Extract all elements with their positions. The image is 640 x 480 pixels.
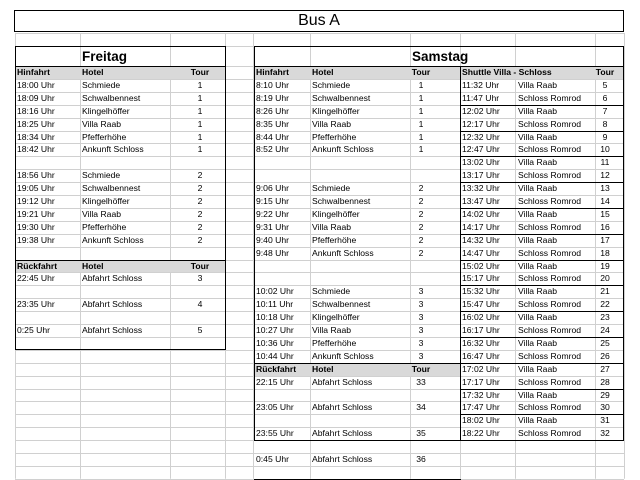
samstag-rueckfahrt-cell: 22:15 Uhr: [256, 376, 294, 387]
samstag-hinfahrt-cell: 2: [418, 196, 424, 206]
samstag-hinfahrt-cell: Pfefferhöhe: [312, 131, 357, 142]
samstag-hinfahrt-cell: 1: [418, 92, 424, 103]
samstag-hinfahrt-cell: Schmiede: [312, 183, 351, 194]
samstag-hinfahrt-cell: Schwalbennest: [312, 299, 371, 310]
shuttle-cell: Schloss Romrod: [518, 221, 582, 232]
shuttle-cell: Villa Raab: [518, 183, 558, 194]
samstag-hinfahrt-cell: Klingelhöffer: [312, 208, 360, 219]
shuttle-pair-rule: [461, 440, 623, 441]
freitag-hinfahrt-cell: 2: [197, 196, 203, 206]
shuttle-cell: 18:02 Uhr: [462, 415, 500, 426]
shuttle-cell: Villa Raab: [518, 363, 558, 374]
shuttle-cell: Schloss Romrod: [518, 92, 582, 103]
freitag-hinfahrt-cell: Pfefferhöhe: [82, 131, 127, 142]
shuttle-cell: 16:02 Uhr: [462, 312, 500, 323]
freitag-hinfahrt-cell: Klingelhöffer: [82, 196, 130, 206]
samstag-hinfahrt-cell: 10:18 Uhr: [256, 312, 294, 323]
freitag-rueckfahrt-col-header: Hotel: [82, 260, 104, 271]
samstag-rueckfahrt-cell: 33: [416, 376, 426, 387]
freitag-hinfahrt-cell: Schmiede: [82, 170, 121, 181]
freitag-hinfahrt-cell: Ankunft Schloss: [82, 144, 144, 155]
samstag-hinfahrt-cell: 8:26 Uhr: [256, 105, 289, 116]
shuttle-cell: 16: [600, 221, 610, 232]
samstag-hinfahrt-col-header: Tour: [411, 67, 431, 77]
shuttle-cell: Schloss Romrod: [518, 273, 582, 284]
shuttle-cell: 14:32 Uhr: [462, 234, 500, 245]
shuttle-pair-rule: [461, 414, 623, 415]
freitag-hinfahrt-cell: 18:16 Uhr: [17, 105, 55, 116]
samstag-hinfahrt-cell: 3: [418, 337, 424, 348]
samstag-hinfahrt-cell: 10:44 Uhr: [256, 350, 294, 361]
samstag-rueckfahrt-cell: 36: [416, 454, 426, 464]
freitag-hinfahrt-cell: Schmiede: [82, 79, 121, 90]
samstag-hinfahrt-cell: 3: [418, 312, 424, 323]
samstag-hinfahrt-cell: Schmiede: [312, 79, 351, 90]
freitag-hinfahrt-cell: 1: [197, 118, 203, 129]
freitag-hinfahrt-cell: 19:38 Uhr: [17, 234, 55, 245]
shuttle-cell: 13:02 Uhr: [462, 157, 500, 168]
samstag-hinfahrt-cell: 8:10 Uhr: [256, 79, 289, 90]
shuttle-pair-rule: [461, 285, 623, 286]
shuttle-cell: 26: [600, 350, 610, 361]
shuttle-cell: Villa Raab: [518, 208, 558, 219]
shuttle-cell: 17:17 Uhr: [462, 376, 500, 387]
samstag-hinfahrt-cell: 2: [418, 208, 424, 219]
samstag-rueckfahrt-cell: 34: [416, 402, 426, 413]
freitag-hinfahrt-cell: Schwalbennest: [82, 92, 141, 103]
samstag-hinfahrt-cell: 9:40 Uhr: [256, 234, 289, 245]
shuttle-cell: Schloss Romrod: [518, 247, 582, 258]
samstag-hinfahrt-cell: Pfefferhöhe: [312, 234, 357, 245]
shuttle-cell: 12: [600, 170, 610, 181]
samstag-hinfahrt-cell: 3: [418, 325, 424, 335]
freitag-hinfahrt-cell: 19:05 Uhr: [17, 183, 55, 194]
shuttle-cell: Villa Raab: [518, 234, 558, 245]
shuttle-cell: 13:17 Uhr: [462, 170, 500, 181]
samstag-rueckfahrt-cell: Abfahrt Schloss: [312, 376, 373, 387]
shuttle-cell: 27: [600, 363, 610, 374]
freitag-hinfahrt-cell: 2: [197, 183, 203, 194]
shuttle-cell: 14:17 Uhr: [462, 221, 500, 232]
samstag-hinfahrt-cell: 8:19 Uhr: [256, 92, 289, 103]
freitag-hinfahrt-cell: Villa Raab: [82, 208, 122, 219]
shuttle-cell: Villa Raab: [518, 286, 558, 297]
shuttle-cell: 21: [600, 286, 610, 297]
samstag-hinfahrt-cell: 3: [418, 350, 424, 361]
samstag-hinfahrt-cell: 2: [418, 221, 424, 232]
samstag-hinfahrt-col-header: Hinfahrt: [256, 67, 289, 77]
shuttle-pair-rule: [461, 337, 623, 338]
samstag-rueckfahrt-rule: [254, 363, 461, 364]
shuttle-cell: 29: [600, 389, 610, 400]
shuttle-cell: 24: [600, 325, 610, 335]
samstag-hinfahrt-cell: 1: [418, 131, 424, 142]
samstag-rueckfahrt-col-header: Rückfahrt: [256, 363, 297, 374]
shuttle-cell: 15:32 Uhr: [462, 286, 500, 297]
samstag-rueckfahrt-cell: 23:55 Uhr: [256, 428, 294, 439]
freitag-hinfahrt-cell: 2: [197, 208, 203, 219]
samstag-hinfahrt-cell: Schwalbennest: [312, 196, 371, 206]
shuttle-cell: 17: [600, 234, 610, 245]
samstag-hinfahrt-col-header: Hotel: [312, 67, 334, 77]
shuttle-col-header: Shuttle Villa - Schloss: [462, 67, 552, 77]
freitag-hinfahrt-cell: Villa Raab: [82, 118, 122, 129]
shuttle-pair-rule: [461, 389, 623, 390]
shuttle-cell: Schloss Romrod: [518, 325, 582, 335]
samstag-hinfahrt-cell: 1: [418, 118, 424, 129]
shuttle-cell: 16:32 Uhr: [462, 337, 500, 348]
shuttle-cell: 15: [600, 208, 610, 219]
freitag-hinfahrt-cell: 1: [197, 105, 203, 116]
freitag-hinfahrt-cell: 18:56 Uhr: [17, 170, 55, 181]
freitag-rueckfahrt-cell: Abfahrt Schloss: [82, 299, 143, 310]
shuttle-cell: 25: [600, 337, 610, 348]
freitag-hinfahrt-col-header: Hotel: [82, 67, 104, 77]
shuttle-pair-rule: [461, 260, 623, 261]
freitag-rueckfahrt-cell: 5: [197, 325, 203, 335]
shuttle-cell: 5: [602, 79, 608, 90]
shuttle-cell: 14: [600, 196, 610, 206]
shuttle-cell: 12:02 Uhr: [462, 105, 500, 116]
samstag-rueckfahrt-cell: 0:45 Uhr: [256, 454, 289, 464]
samstag-hinfahrt-cell: Villa Raab: [312, 221, 352, 232]
samstag-hinfahrt-cell: 9:06 Uhr: [256, 183, 289, 194]
shuttle-cell: Schloss Romrod: [518, 376, 582, 387]
shuttle-cell: Schloss Romrod: [518, 170, 582, 181]
shuttle-pair-rule: [461, 311, 623, 312]
samstag-hinfahrt-cell: Ankunft Schloss: [312, 350, 374, 361]
shuttle-pair-rule: [461, 208, 623, 209]
shuttle-cell: 12:17 Uhr: [462, 118, 500, 129]
shuttle-cell: Villa Raab: [518, 131, 558, 142]
shuttle-cell: Villa Raab: [518, 415, 558, 426]
samstag-rueckfahrt-col-header: Tour: [411, 363, 431, 374]
freitag-rueckfahrt-col-header: Tour: [190, 260, 210, 271]
samstag-rueckfahrt-cell: 23:05 Uhr: [256, 402, 294, 413]
shuttle-pair-rule: [461, 182, 623, 183]
freitag-rueckfahrt-cell: 0:25 Uhr: [17, 325, 50, 335]
shuttle-cell: Villa Raab: [518, 312, 558, 323]
samstag-hinfahrt-cell: Klingelhöffer: [312, 105, 360, 116]
freitag-hinfahrt-cell: Schwalbennest: [82, 183, 141, 194]
freitag-frame: [15, 46, 226, 350]
samstag-hinfahrt-cell: Klingelhöffer: [312, 312, 360, 323]
freitag-hinfahrt-cell: 18:00 Uhr: [17, 79, 55, 90]
samstag-hinfahrt-cell: Ankunft Schloss: [312, 144, 374, 155]
samstag-hinfahrt-cell: Villa Raab: [312, 325, 352, 335]
samstag-hinfahrt-cell: 2: [418, 247, 424, 258]
freitag-hinfahrt-cell: Klingelhöffer: [82, 105, 130, 116]
page-title: Bus A: [14, 10, 624, 32]
shuttle-cell: Villa Raab: [518, 389, 558, 400]
freitag-hinfahrt-cell: 2: [197, 170, 203, 181]
freitag-rueckfahrt-cell: 3: [197, 273, 203, 284]
samstag-rueckfahrt-cell: 35: [416, 428, 426, 439]
shuttle-cell: Schloss Romrod: [518, 350, 582, 361]
shuttle-cell: 15:17 Uhr: [462, 273, 500, 284]
freitag-hinfahrt-col-header: Hinfahrt: [17, 67, 50, 77]
freitag-rueckfahrt-cell: Abfahrt Schloss: [82, 273, 143, 284]
samstag-hinfahrt-cell: 1: [418, 144, 424, 155]
shuttle-cell: Villa Raab: [518, 105, 558, 116]
shuttle-cell: 6: [602, 92, 608, 103]
shuttle-cell: Villa Raab: [518, 79, 558, 90]
shuttle-cell: 17:02 Uhr: [462, 363, 500, 374]
samstag-heading: Samstag: [412, 49, 469, 64]
samstag-heading-rule: [254, 66, 624, 67]
samstag-hinfahrt-cell: 9:15 Uhr: [256, 196, 289, 206]
shuttle-pair-rule: [461, 156, 623, 157]
freitag-rueckfahrt-cell: 22:45 Uhr: [17, 273, 55, 284]
samstag-hinfahrt-cell: Schwalbennest: [312, 92, 371, 103]
shuttle-col-header: Tour: [595, 67, 615, 77]
shuttle-cell: 20: [600, 273, 610, 284]
freitag-hinfahrt-cell: 2: [197, 221, 203, 232]
samstag-hinfahrt-cell: 10:36 Uhr: [256, 337, 294, 348]
shuttle-cell: 18: [600, 247, 610, 258]
samstag-hinfahrt-cell: 8:44 Uhr: [256, 131, 289, 142]
shuttle-cell: 23: [600, 312, 610, 323]
samstag-hinfahrt-cell: 10:02 Uhr: [256, 286, 294, 297]
samstag-hinfahrt-cell: 8:35 Uhr: [256, 118, 289, 129]
shuttle-cell: Schloss Romrod: [518, 118, 582, 129]
samstag-hinfahrt-cell: 1: [418, 79, 424, 90]
freitag-hinfahrt-cell: 18:25 Uhr: [17, 118, 55, 129]
freitag-rueckfahrt-col-header: Rückfahrt: [17, 260, 58, 271]
freitag-rueckfahrt-cell: Abfahrt Schloss: [82, 325, 143, 335]
shuttle-cell: 11:32 Uhr: [462, 79, 500, 90]
shuttle-cell: 15:47 Uhr: [462, 299, 500, 310]
freitag-hinfahrt-col-header: Tour: [190, 67, 210, 77]
freitag-hinfahrt-cell: Ankunft Schloss: [82, 234, 144, 245]
samstag-hinfahrt-cell: 2: [418, 183, 424, 194]
freitag-rueckfahrt-cell: 23:35 Uhr: [17, 299, 55, 310]
samstag-hinfahrt-cell: 9:22 Uhr: [256, 208, 289, 219]
freitag-hinfahrt-cell: 1: [197, 131, 203, 142]
freitag-rueckfahrt-cell: 4: [197, 299, 203, 310]
shuttle-cell: 13:47 Uhr: [462, 196, 500, 206]
freitag-hinfahrt-cell: Pfefferhöhe: [82, 221, 127, 232]
shuttle-cell: Villa Raab: [518, 337, 558, 348]
samstag-hinfahrt-cell: Ankunft Schloss: [312, 247, 374, 258]
samstag-hinfahrt-cell: Villa Raab: [312, 118, 352, 129]
shuttle-cell: 19: [600, 260, 610, 271]
shuttle-cell: 31: [600, 415, 610, 426]
freitag-hinfahrt-cell: 1: [197, 144, 203, 155]
samstag-hinfahrt-cell: 10:11 Uhr: [256, 299, 294, 310]
freitag-rueckfahrt-rule: [15, 260, 226, 261]
samstag-rueckfahrt-cell: Abfahrt Schloss: [312, 428, 373, 439]
freitag-hinfahrt-cell: 19:30 Uhr: [17, 221, 55, 232]
shuttle-cell: 30: [600, 402, 610, 413]
shuttle-cell: 10: [600, 144, 610, 155]
samstag-hinfahrt-cell: 3: [418, 286, 424, 297]
shuttle-cell: 12:47 Uhr: [462, 144, 500, 155]
shuttle-cell: 22: [600, 299, 610, 310]
shuttle-cell: Schloss Romrod: [518, 299, 582, 310]
samstag-rueckfahrt-cell: Abfahrt Schloss: [312, 454, 373, 464]
shuttle-cell: 8: [602, 118, 608, 129]
samstag-hinfahrt-cell: 9:31 Uhr: [256, 221, 289, 232]
shuttle-pair-rule: [461, 131, 623, 132]
shuttle-cell: 13: [600, 183, 610, 194]
samstag-rueckfahrt-cell: Abfahrt Schloss: [312, 402, 373, 413]
samstag-shuttle-divider: [460, 66, 461, 440]
shuttle-cell: 17:47 Uhr: [462, 402, 500, 413]
shuttle-cell: 9: [602, 131, 608, 142]
shuttle-cell: Schloss Romrod: [518, 402, 582, 413]
shuttle-cell: Schloss Romrod: [518, 428, 582, 439]
freitag-hinfahrt-cell: 2: [197, 234, 203, 245]
shuttle-cell: 11:47 Uhr: [462, 92, 500, 103]
freitag-hinfahrt-cell: 18:34 Uhr: [17, 131, 55, 142]
samstag-hinfahrt-cell: 3: [418, 299, 424, 310]
shuttle-cell: 11: [600, 157, 610, 168]
samstag-hinfahrt-cell: 2: [418, 234, 424, 245]
samstag-hinfahrt-cell: 9:48 Uhr: [256, 247, 289, 258]
shuttle-cell: 14:47 Uhr: [462, 247, 500, 258]
freitag-hinfahrt-cell: 1: [197, 92, 203, 103]
samstag-rueckfahrt-col-header: Hotel: [312, 363, 334, 374]
shuttle-cell: 16:17 Uhr: [462, 325, 500, 335]
shuttle-cell: Villa Raab: [518, 157, 558, 168]
shuttle-cell: Villa Raab: [518, 260, 558, 271]
shuttle-cell: 28: [600, 376, 610, 387]
freitag-hinfahrt-cell: 19:21 Uhr: [17, 208, 55, 219]
shuttle-cell: 13:32 Uhr: [462, 183, 500, 194]
samstag-hinfahrt-cell: 10:27 Uhr: [256, 325, 294, 335]
shuttle-cell: 14:02 Uhr: [462, 208, 500, 219]
freitag-hinfahrt-cell: 19:12 Uhr: [17, 196, 55, 206]
shuttle-pair-rule: [461, 234, 623, 235]
freitag-heading: Freitag: [82, 49, 128, 64]
freitag-hinfahrt-cell: 18:09 Uhr: [17, 92, 55, 103]
shuttle-cell: 18:22 Uhr: [462, 428, 500, 439]
samstag-hinfahrt-cell: 8:52 Uhr: [256, 144, 289, 155]
samstag-hinfahrt-cell: Pfefferhöhe: [312, 337, 357, 348]
samstag-hinfahrt-cell: Schmiede: [312, 286, 351, 297]
shuttle-cell: 17:32 Uhr: [462, 389, 500, 400]
shuttle-pair-rule: [461, 105, 623, 106]
shuttle-cell: 12:32 Uhr: [462, 131, 500, 142]
freitag-heading-rule: [15, 66, 226, 67]
shuttle-cell: 7: [602, 105, 608, 116]
shuttle-cell: 15:02 Uhr: [462, 260, 500, 271]
samstag-hinfahrt-cell: 1: [418, 105, 424, 116]
shuttle-cell: Schloss Romrod: [518, 144, 582, 155]
shuttle-cell: 32: [600, 428, 610, 439]
shuttle-pair-rule: [461, 363, 623, 364]
shuttle-cell: 16:47 Uhr: [462, 350, 500, 361]
shuttle-cell: Schloss Romrod: [518, 196, 582, 206]
freitag-hinfahrt-cell: 1: [197, 79, 203, 90]
freitag-hinfahrt-cell: 18:42 Uhr: [17, 144, 55, 155]
